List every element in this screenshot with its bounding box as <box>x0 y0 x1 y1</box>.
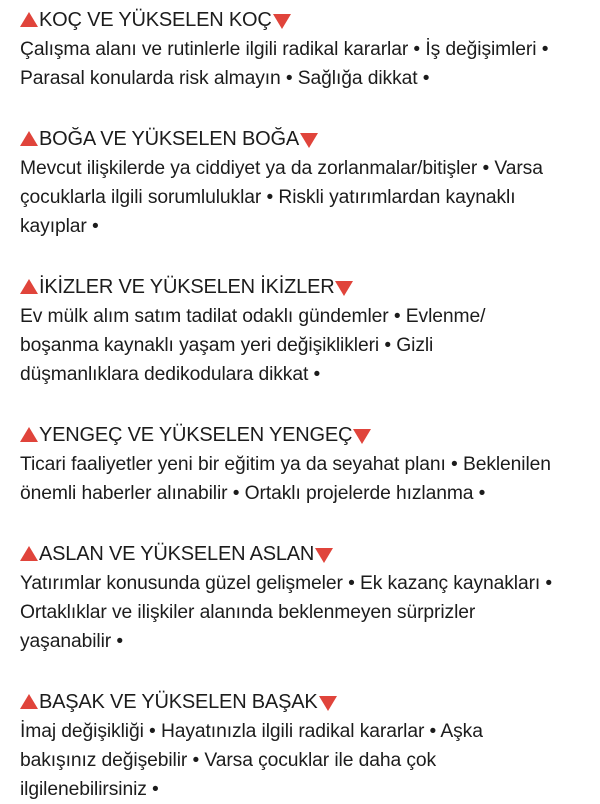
section-basak <box>20 687 590 804</box>
red-triangle-up-icon <box>20 279 38 294</box>
red-triangle-down-icon <box>273 14 291 29</box>
red-triangle-down-icon <box>335 281 353 296</box>
section-ikizler <box>20 272 590 389</box>
section-title-text: YENGEÇ VE YÜKSELEN YENGEÇ <box>39 424 353 446</box>
section-body-line: Ticari faaliyetler yeni bir eğitim ya da seyahat planı • Beklenilen <box>20 454 551 475</box>
section-body <box>20 302 590 389</box>
section-title <box>20 5 590 35</box>
section-body <box>20 569 590 656</box>
section-body-line: bakışınız değişebilir • Varsa çocuklar ile daha çok <box>20 750 437 771</box>
section-body-line: Mevcut ilişkilerde ya ciddiyet ya da zorlanmalar/bitişler • Varsa <box>20 158 543 179</box>
red-triangle-up-icon <box>20 131 38 146</box>
section-body-line: çocuklarla ilgili sorumluluklar • Riskli yatırımlardan kaynaklı <box>20 187 516 208</box>
section-title-text: BOĞA VE YÜKSELEN BOĞA <box>39 128 299 150</box>
section-body-line: Çalışma alanı ve rutinlerle ilgili radikal kararlar • İş değişimleri • <box>20 39 549 60</box>
section-boga <box>20 124 590 241</box>
section-title-text: BAŞAK VE YÜKSELEN BAŞAK <box>39 691 318 713</box>
section-body-line: kayıplar • <box>20 216 99 237</box>
section-title <box>20 124 590 154</box>
section-title-text: ASLAN VE YÜKSELEN ASLAN <box>39 543 315 565</box>
section-title <box>20 272 590 302</box>
section-title <box>20 687 590 717</box>
section-body <box>20 450 590 508</box>
red-triangle-up-icon <box>20 12 38 27</box>
section-koc <box>20 5 590 93</box>
section-body-line: düşmanlıklara dedikodulara dikkat • <box>20 364 321 385</box>
red-triangle-up-icon <box>20 427 38 442</box>
section-yengec <box>20 420 590 508</box>
section-title-text: İKİZLER VE YÜKSELEN İKİZLER <box>39 276 335 298</box>
section-body-line: ilgilenebilirsiniz • <box>20 779 159 800</box>
section-body <box>20 717 590 804</box>
section-title-text: KOÇ VE YÜKSELEN KOÇ <box>39 9 272 31</box>
red-triangle-up-icon <box>20 694 38 709</box>
section-body-line: Ortaklıklar ve ilişkiler alanında beklenmeyen sürprizler <box>20 602 476 623</box>
section-body-line: boşanma kaynaklı yaşam yeri değişiklikleri • Gizli <box>20 335 434 356</box>
red-triangle-down-icon <box>300 133 318 148</box>
section-body-line: Parasal konularda risk almayın • Sağlığa dikkat • <box>20 68 430 89</box>
section-body-line: Ev mülk alım satım tadilat odaklı gündemler • Evlenme/ <box>20 306 486 327</box>
section-body-line: önemli haberler alınabilir • Ortaklı projelerde hızlanma • <box>20 483 486 504</box>
red-triangle-up-icon <box>20 546 38 561</box>
red-triangle-down-icon <box>315 548 333 563</box>
section-body-line: Yatırımlar konusunda güzel gelişmeler • Ek kazanç kaynakları • <box>20 573 553 594</box>
section-title <box>20 420 590 450</box>
section-body <box>20 154 590 241</box>
section-body-line: yaşanabilir • <box>20 631 123 652</box>
red-triangle-down-icon <box>353 429 371 444</box>
section-aslan <box>20 539 590 656</box>
section-body <box>20 35 590 93</box>
section-body-line: İmaj değişikliği • Hayatınızla ilgili radikal kararlar • Aşka <box>20 721 483 742</box>
red-triangle-down-icon <box>319 696 337 711</box>
section-title <box>20 539 590 569</box>
